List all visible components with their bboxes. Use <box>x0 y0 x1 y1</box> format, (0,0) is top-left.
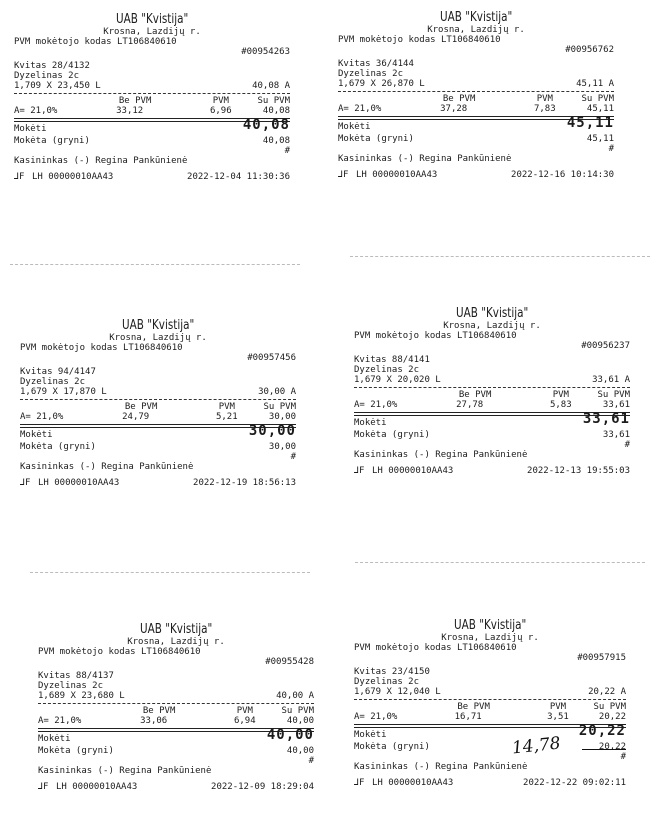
receipt <box>20 318 296 488</box>
col-pvm: PVM <box>552 390 569 400</box>
kvitas-number: Kvitas 28/4132 <box>14 61 90 71</box>
hash-mark: # <box>284 146 290 156</box>
fiscal-code: LH 00000010AA43 <box>372 778 454 788</box>
receipt-header <box>354 618 626 643</box>
be-pvm-value: 27,78 <box>456 400 484 410</box>
payer-code: PVM mokėtojo kodas LT106840610 <box>14 37 177 47</box>
fiscal-code: LH 00000010AA43 <box>56 782 138 792</box>
receipt-number: #00954263 <box>241 47 290 57</box>
divider <box>20 399 296 400</box>
be-pvm-value: 33,12 <box>116 106 144 116</box>
company-address: Krosna, Lazdijų r. <box>427 25 525 35</box>
be-pvm-value: 37,28 <box>440 104 468 114</box>
receipt <box>14 12 290 182</box>
pvm-value: 3,51 <box>547 712 569 722</box>
scan-separator <box>30 572 310 573</box>
col-su-pvm: Su PVM <box>263 402 296 412</box>
pay-amount: 40,08 <box>242 117 290 133</box>
quantity-price: 1,679 X 17,870 L <box>20 387 107 397</box>
su-pvm-value: 40,00 <box>286 716 314 726</box>
product-name: Dyzelinas 2c <box>354 365 420 375</box>
be-pvm-value: 24,79 <box>122 412 150 422</box>
col-su-pvm: Su PVM <box>581 94 614 104</box>
hash-mark: # <box>290 452 296 462</box>
col-pvm: PVM <box>536 94 553 104</box>
cash-amount: 33,61 <box>602 430 630 440</box>
receipt-number: #00957456 <box>247 353 296 363</box>
su-pvm-value: 45,11 <box>586 104 614 114</box>
lf-logo: ⅃F <box>354 778 365 788</box>
receipt-datetime: 2022-12-09 18:29:04 <box>211 782 314 792</box>
product-name: Dyzelinas 2c <box>20 377 86 387</box>
line-total: 30,00 A <box>258 387 296 397</box>
product-name: Dyzelinas 2c <box>38 681 104 691</box>
pvm-value: 6,96 <box>209 106 232 116</box>
quantity-price: 1,689 X 23,680 L <box>38 691 125 701</box>
cash-label: Mokėta (gryni) <box>20 442 96 452</box>
pay-label: Mokėti <box>338 122 371 132</box>
receipt <box>338 10 614 180</box>
fiscal-code: LH 00000010AA43 <box>356 170 438 180</box>
col-be-pvm: Be PVM <box>118 96 152 106</box>
company-name: UAB "Kvistija" <box>139 622 213 637</box>
company-address: Krosna, Lazdijų r. <box>443 321 541 331</box>
company-name: UAB "Kvistija" <box>453 618 527 633</box>
product-name: Dyzelinas 2c <box>14 71 80 81</box>
lf-logo: ⅃F <box>338 170 349 180</box>
col-pvm: PVM <box>236 706 253 716</box>
col-be-pvm: Be PVM <box>458 390 492 400</box>
lf-logo: ⅃F <box>20 478 31 488</box>
col-be-pvm: Be PVM <box>124 402 158 412</box>
pay-label: Mokėti <box>354 730 387 740</box>
divider <box>38 703 314 704</box>
payer-code: PVM mokėtojo kodas LT106840610 <box>354 643 517 653</box>
cash-amount: 30,00 <box>268 442 296 452</box>
scan-separator <box>10 264 300 265</box>
cashier: Kasininkas (-) Regina Pankūnienė <box>14 156 188 166</box>
cashier: Kasininkas (-) Regina Pankūnienė <box>38 766 212 776</box>
payer-code: PVM mokėtojo kodas LT106840610 <box>338 35 501 45</box>
line-total: 40,08 A <box>252 81 290 91</box>
cash-amount: 20,22 <box>598 742 626 752</box>
receipt-header <box>38 622 314 647</box>
pay-amount: 33,61 <box>582 411 630 427</box>
hash-mark: # <box>624 440 630 450</box>
company-address: Krosna, Lazdijų r. <box>109 333 207 343</box>
quantity-price: 1,709 X 23,450 L <box>14 81 101 91</box>
lf-logo: ⅃F <box>354 466 365 476</box>
product-name: Dyzelinas 2c <box>338 69 404 79</box>
receipt-datetime: 2022-12-13 19:55:03 <box>527 466 630 476</box>
cash-label: Mokėta (gryni) <box>354 742 430 752</box>
col-su-pvm: Su PVM <box>597 390 630 400</box>
line-total: 33,61 A <box>592 375 630 385</box>
lf-logo: ⅃F <box>38 782 49 792</box>
pvm-value: 5,21 <box>215 412 238 422</box>
line-total: 40,00 A <box>276 691 314 701</box>
kvitas-number: Kvitas 94/4147 <box>20 367 96 377</box>
pvm-value: 6,94 <box>233 716 256 726</box>
company-address: Krosna, Lazdijų r. <box>441 633 539 643</box>
pvm-value: 5,83 <box>549 400 572 410</box>
kvitas-number: Kvitas 23/4150 <box>354 667 430 677</box>
vat-rate: A= 21,0% <box>38 716 82 726</box>
pay-label: Mokėti <box>20 430 53 440</box>
vat-rate: A= 21,0% <box>14 106 58 116</box>
fiscal-code: LH 00000010AA43 <box>38 478 120 488</box>
company-address: Krosna, Lazdijų r. <box>103 27 201 37</box>
cash-label: Mokėta (gryni) <box>338 134 414 144</box>
divider <box>14 93 290 94</box>
col-su-pvm: Su PVM <box>257 96 290 106</box>
fiscal-code: LH 00000010AA43 <box>372 466 454 476</box>
receipt-datetime: 2022-12-19 18:56:13 <box>193 478 296 488</box>
payer-code: PVM mokėtojo kodas LT106840610 <box>38 647 201 657</box>
scan-separator <box>355 562 645 563</box>
cash-amount: 45,11 <box>586 134 614 144</box>
hash-mark: # <box>308 756 314 766</box>
pvm-value: 7,83 <box>533 104 556 114</box>
pay-amount: 20,22 <box>578 723 626 739</box>
product-name: Dyzelinas 2c <box>354 677 420 687</box>
receipt-header <box>14 12 290 37</box>
col-pvm: PVM <box>218 402 235 412</box>
kvitas-number: Kvitas 88/4141 <box>354 355 430 365</box>
hash-mark: # <box>620 752 626 762</box>
receipt-number: #00957915 <box>577 653 626 663</box>
divider <box>338 91 614 92</box>
company-name: UAB "Kvistija" <box>121 318 195 333</box>
cashier: Kasininkas (-) Regina Pankūnienė <box>354 450 528 460</box>
cashier: Kasininkas (-) Regina Pankūnienė <box>354 762 528 772</box>
col-pvm: PVM <box>212 96 229 106</box>
line-total: 45,11 A <box>576 79 614 89</box>
cashier: Kasininkas (-) Regina Pankūnienė <box>338 154 512 164</box>
cash-amount: 40,00 <box>286 746 314 756</box>
receipt-header <box>338 10 614 35</box>
be-pvm-value: 16,71 <box>454 712 482 722</box>
col-be-pvm: Be PVM <box>442 94 476 104</box>
cash-label: Mokėta (gryni) <box>354 430 430 440</box>
receipt-number: #00956762 <box>565 45 614 55</box>
scan-separator <box>350 256 650 257</box>
vat-rate: A= 21,0% <box>20 412 64 422</box>
receipt-number: #00955428 <box>265 657 314 667</box>
col-be-pvm: Be PVM <box>457 702 490 712</box>
pay-amount: 30,00 <box>248 423 296 439</box>
strike-through-mark <box>582 749 626 750</box>
quantity-price: 1,679 X 26,870 L <box>338 79 425 89</box>
payer-code: PVM mokėtojo kodas LT106840610 <box>354 331 517 341</box>
kvitas-number: Kvitas 36/4144 <box>338 59 414 69</box>
su-pvm-value: 33,61 <box>602 400 630 410</box>
company-name: UAB "Kvistija" <box>439 10 513 25</box>
quantity-price: 1,679 X 12,040 L <box>354 687 441 697</box>
su-pvm-value: 30,00 <box>268 412 296 422</box>
cash-label: Mokėta (gryni) <box>14 136 90 146</box>
quantity-price: 1,679 X 20,020 L <box>354 375 441 385</box>
vat-rate: A= 21,0% <box>338 104 382 114</box>
divider <box>354 699 626 700</box>
pay-amount: 45,11 <box>566 115 614 131</box>
su-pvm-value: 40,08 <box>262 106 290 116</box>
col-su-pvm: Su PVM <box>593 702 626 712</box>
company-name: UAB "Kvistija" <box>115 12 189 27</box>
su-pvm-value: 20,22 <box>598 712 626 722</box>
pay-amount: 40,00 <box>266 727 314 743</box>
payer-code: PVM mokėtojo kodas LT106840610 <box>20 343 183 353</box>
col-su-pvm: Su PVM <box>281 706 314 716</box>
pay-label: Mokėti <box>354 418 387 428</box>
receipt-datetime: 2022-12-16 10:14:30 <box>511 170 614 180</box>
divider <box>354 387 630 388</box>
company-name: UAB "Kvistija" <box>455 306 529 321</box>
receipt-header <box>20 318 296 343</box>
col-pvm: PVM <box>549 702 567 712</box>
fiscal-code: LH 00000010AA43 <box>32 172 114 182</box>
hash-mark: # <box>608 144 614 154</box>
vat-rate: A= 21,0% <box>354 712 398 722</box>
lf-logo: ⅃F <box>14 172 25 182</box>
receipt <box>354 306 630 476</box>
pay-label: Mokėti <box>38 734 71 744</box>
receipt-header <box>354 306 630 331</box>
be-pvm-value: 33,06 <box>140 716 168 726</box>
vat-rate: A= 21,0% <box>354 400 398 410</box>
receipt <box>354 618 626 788</box>
cashier: Kasininkas (-) Regina Pankūnienė <box>20 462 194 472</box>
receipt-number: #00956237 <box>581 341 630 351</box>
pay-label: Mokėti <box>14 124 47 134</box>
col-be-pvm: Be PVM <box>142 706 176 716</box>
receipt-datetime: 2022-12-22 09:02:11 <box>523 778 626 788</box>
handwritten-note: 14,78 <box>511 733 562 759</box>
cash-amount: 40,08 <box>262 136 290 146</box>
line-total: 20,22 A <box>588 687 626 697</box>
cash-label: Mokėta (gryni) <box>38 746 114 756</box>
receipt-datetime: 2022-12-04 11:30:36 <box>187 172 290 182</box>
kvitas-number: Kvitas 88/4137 <box>38 671 114 681</box>
receipt <box>38 622 314 792</box>
company-address: Krosna, Lazdijų r. <box>127 637 225 647</box>
